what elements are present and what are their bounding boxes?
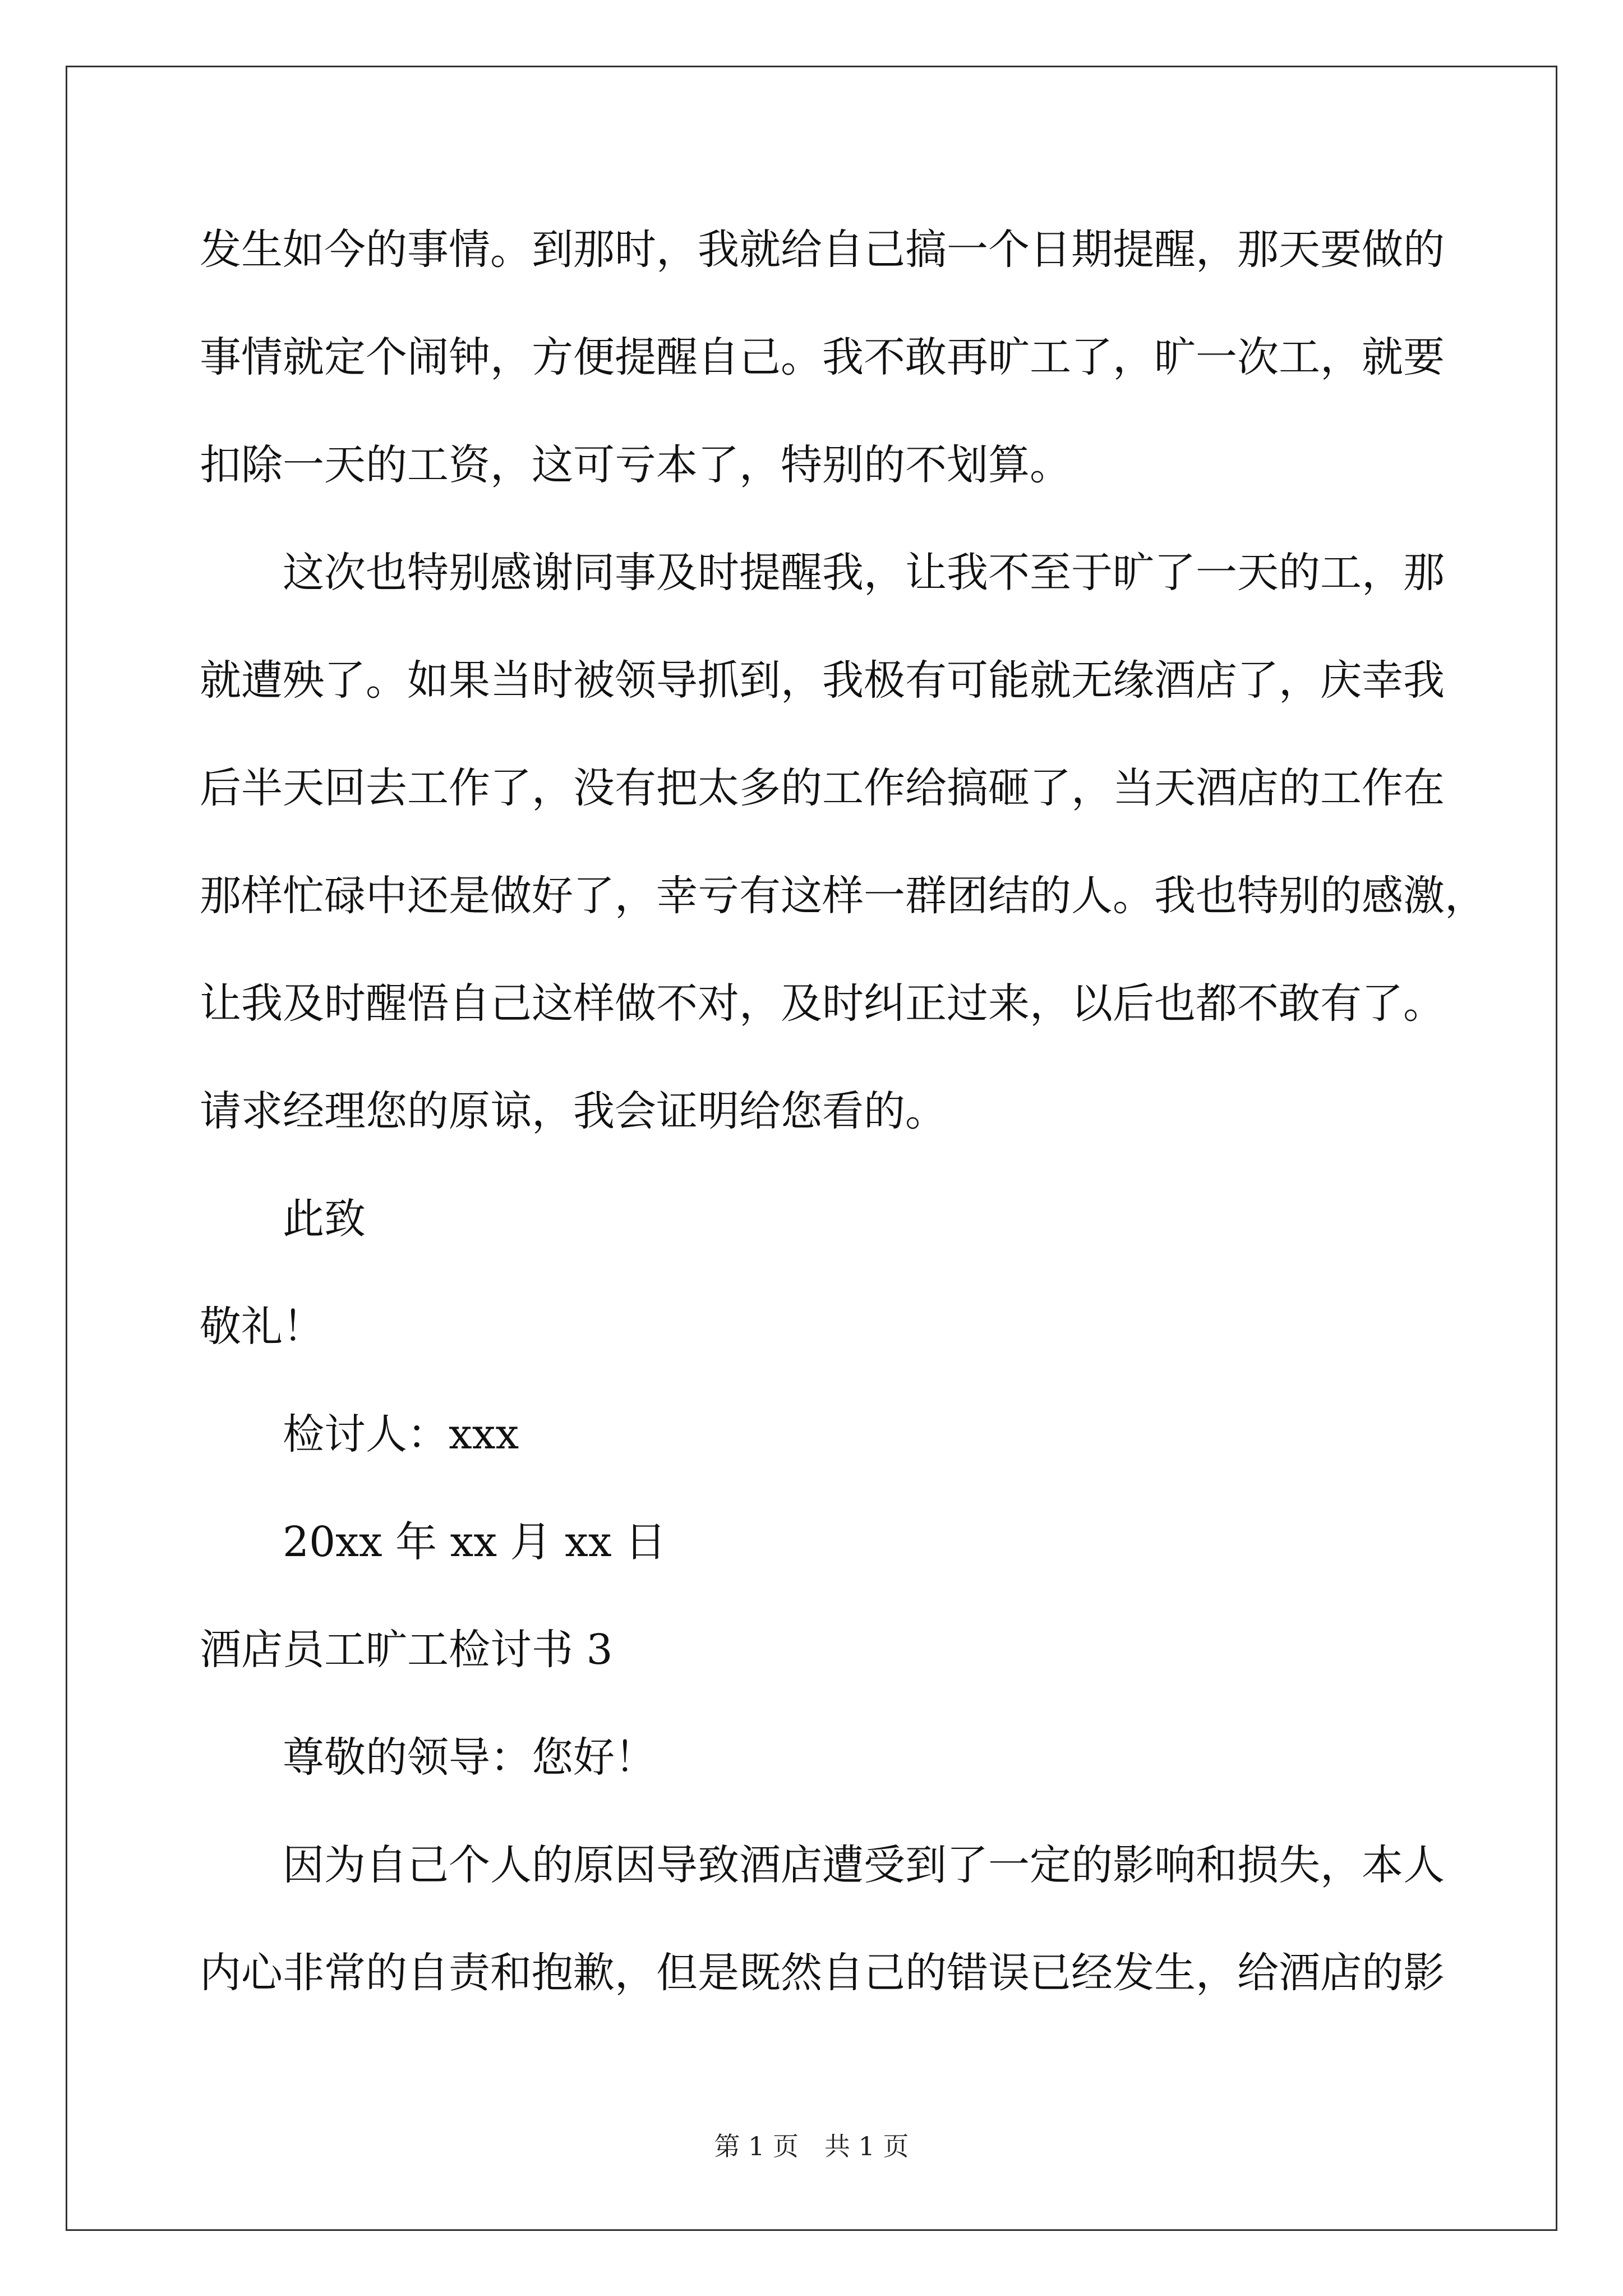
text-line: 让我及时醒悟自己这样做不对，及时纠正过来，以后也都不敢有了。 xyxy=(200,979,1445,1028)
text-line: 请求经理您的原谅，我会证明给您看的。 xyxy=(200,1087,947,1135)
text-line: 这次也特别感谢同事及时提醒我，让我不至于旷了一天的工，那 xyxy=(283,549,1445,597)
text-line: 就遭殃了。如果当时被领导抓到，我极有可能就无缘酒店了，庆幸我 xyxy=(200,656,1445,705)
page-footer: 第 1 页 共 1 页 xyxy=(714,2131,909,2161)
text-line: 因为自己个人的原因导致酒店遭受到了一定的影响和损失，本人 xyxy=(283,1841,1445,1889)
greeting-line: 尊敬的领导：您好！ xyxy=(283,1733,656,1782)
closing-salutation: 此致 xyxy=(283,1195,366,1243)
section-title: 酒店员工旷工检讨书 3 xyxy=(200,1626,613,1674)
text-line: 发生如今的事情。到那时，我就给自己搞一个日期提醒，那天要做的 xyxy=(200,226,1445,274)
closing-regards: 敬礼！ xyxy=(200,1303,324,1351)
text-line: 内心非常的自责和抱歉，但是既然自己的错误已经发生，给酒店的影 xyxy=(200,1949,1445,1997)
date-line: 20xx 年 xx 月 xx 日 xyxy=(283,1518,667,1566)
text-line: 后半天回去工作了，没有把太多的工作给搞砸了，当天酒店的工作在 xyxy=(200,764,1445,812)
text-line: 那样忙碌中还是做好了，幸亏有这样一群团结的人。我也特别的感激， xyxy=(200,872,1486,920)
text-line: 事情就定个闹钟，方便提醒自己。我不敢再旷工了，旷一次工，就要 xyxy=(200,333,1445,381)
document-body xyxy=(200,219,1486,2050)
signature-line: 检讨人：xxx xyxy=(283,1410,519,1458)
text-line: 扣除一天的工资，这可亏本了，特别的不划算。 xyxy=(200,441,1071,489)
